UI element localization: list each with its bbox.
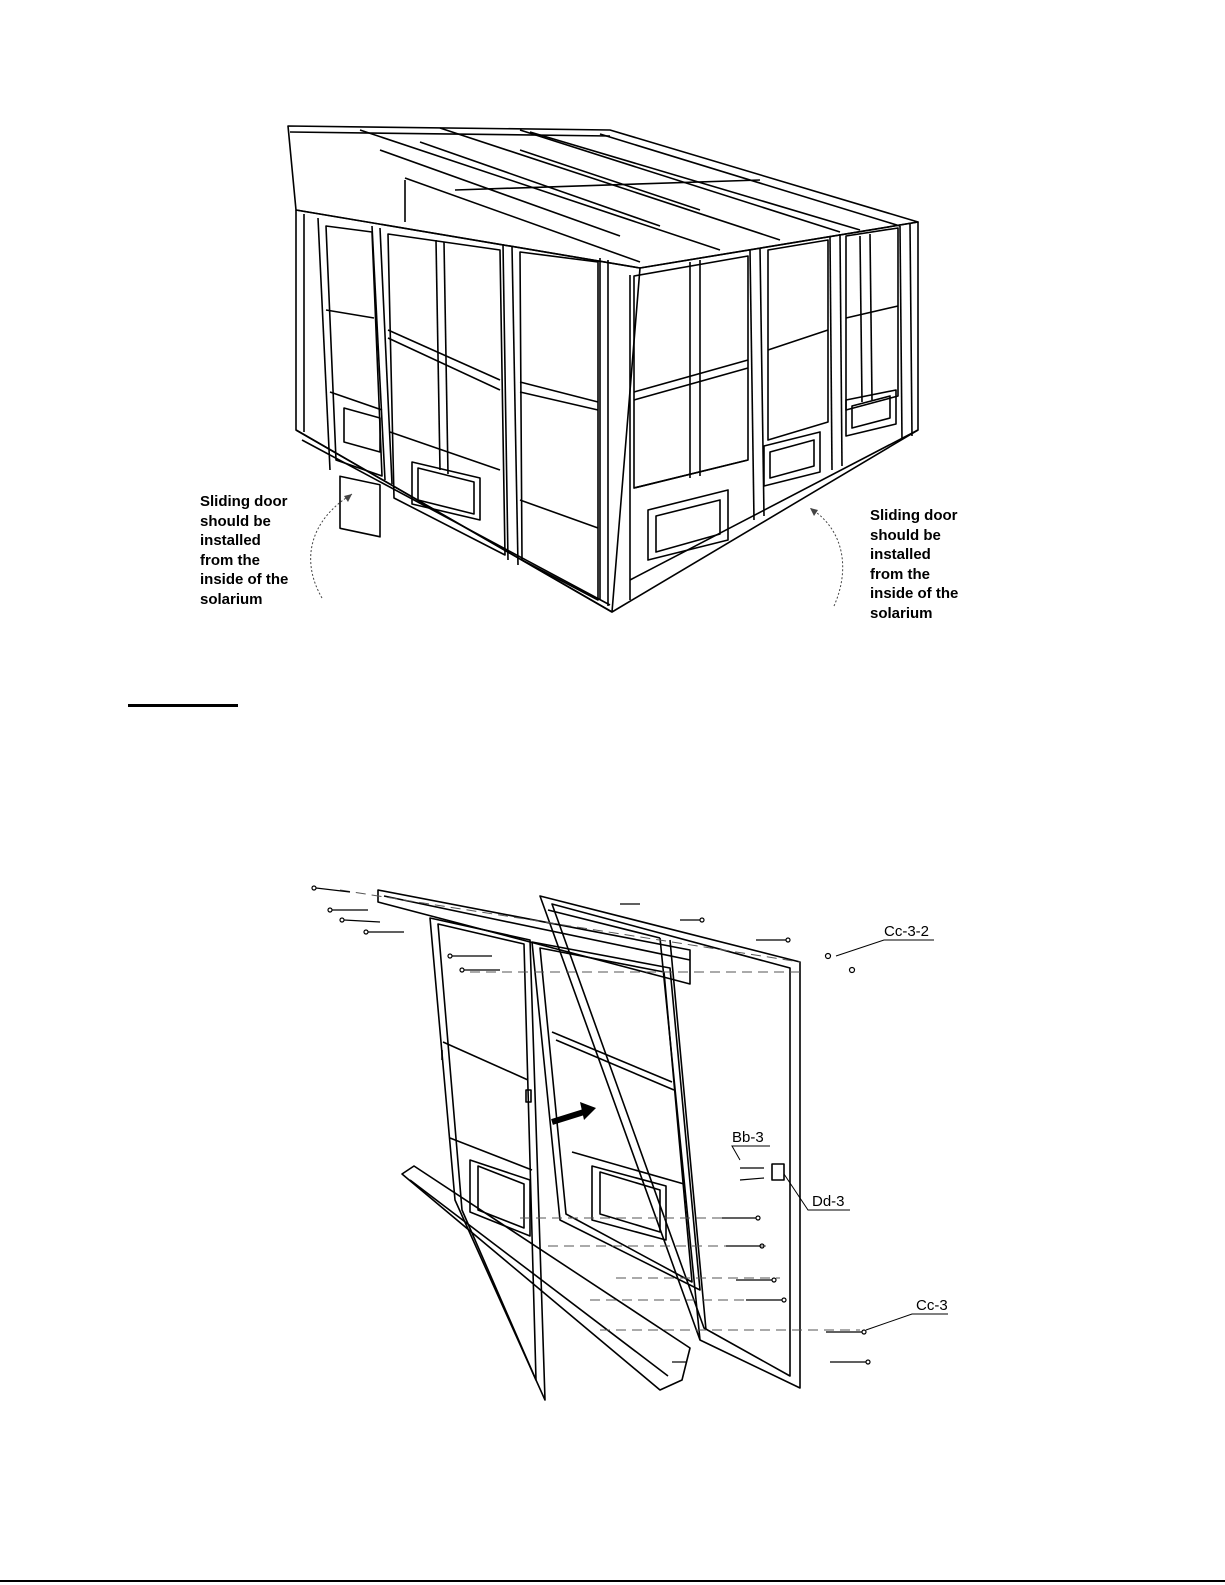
page-bottom-rule xyxy=(0,1580,1225,1582)
callout-bb-3: Bb-3 xyxy=(732,1129,764,1146)
latch-dd-3 xyxy=(772,1164,784,1180)
sliding-door-panel xyxy=(430,918,545,1400)
callout-dd-3: Dd-3 xyxy=(812,1193,845,1210)
callout-cc-3-2: Cc-3-2 xyxy=(884,923,930,940)
callout-cc-3: Cc-3 xyxy=(916,1297,948,1314)
slide-direction-arrow xyxy=(552,1102,596,1122)
bottom-track xyxy=(402,1166,690,1390)
sliding-door-note-left: Sliding door should be installed from the inside of the solarium xyxy=(200,493,289,608)
sliding-door-note-right: Sliding door should be installed from the inside of the solarium xyxy=(870,507,959,622)
